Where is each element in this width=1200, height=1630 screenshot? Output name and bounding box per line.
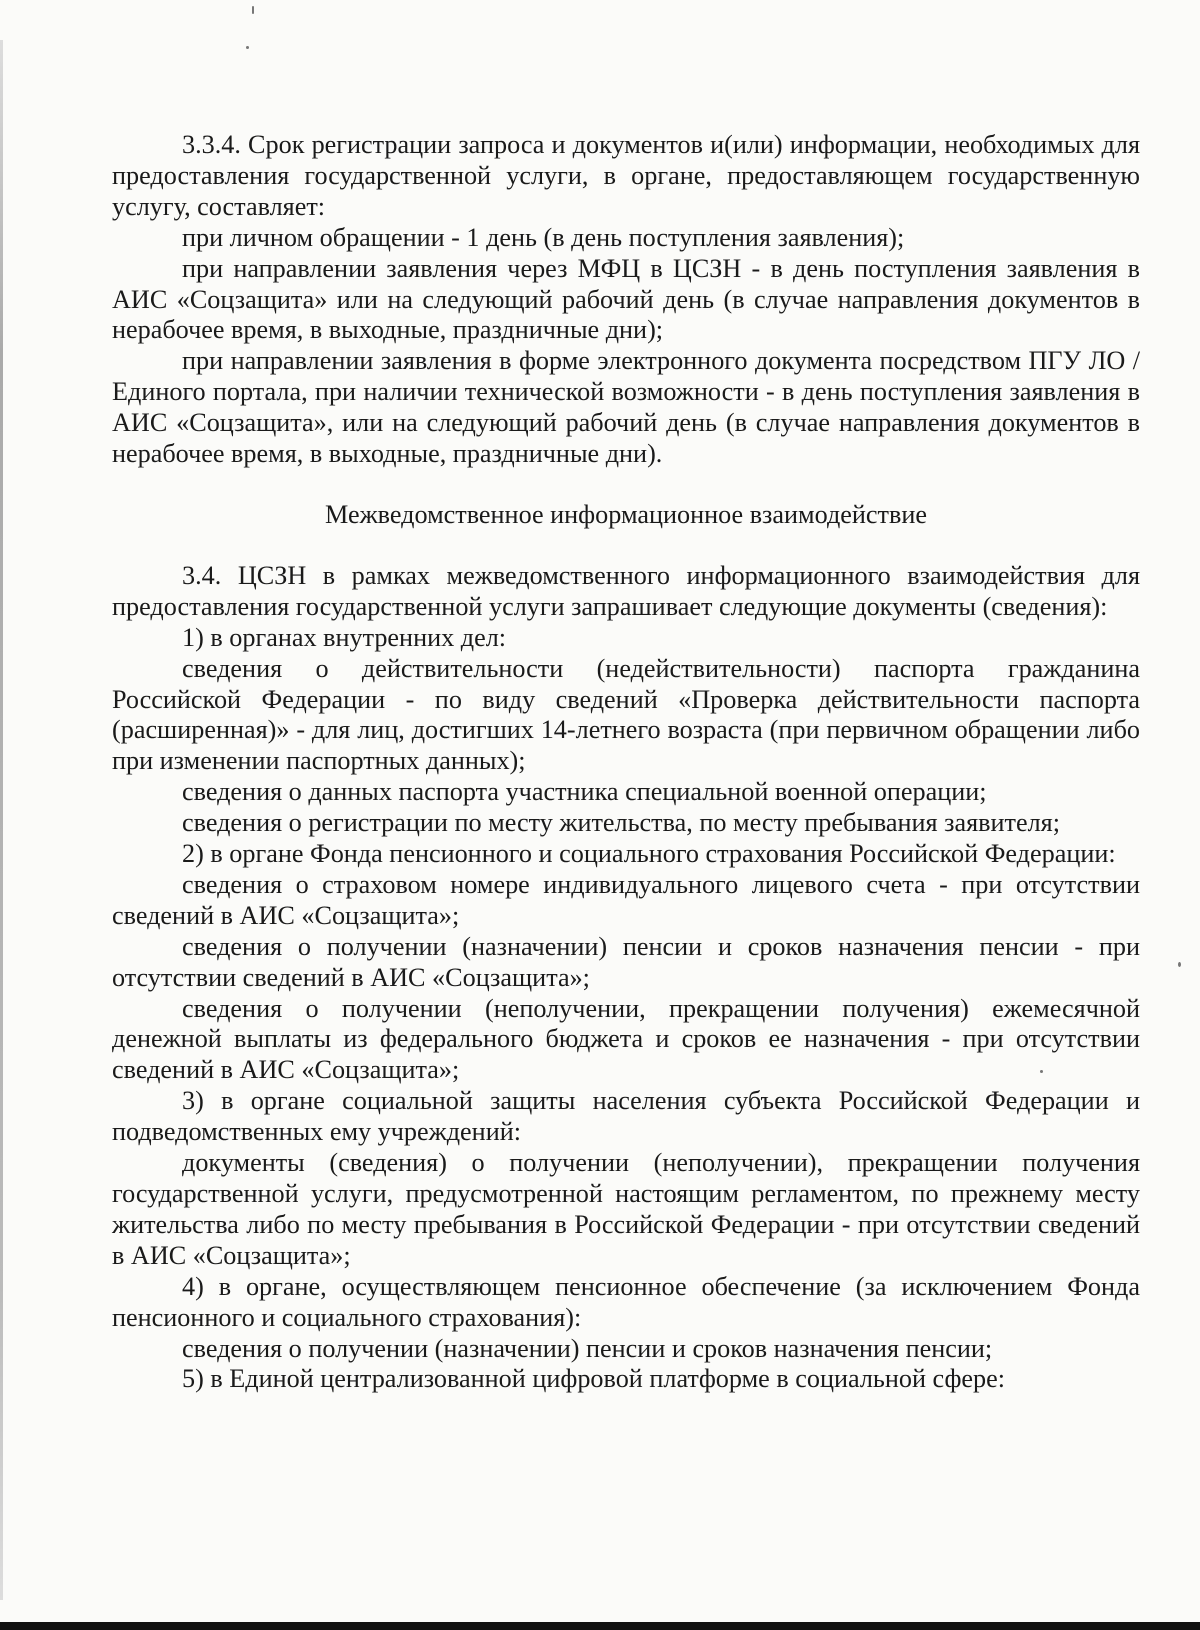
list-item: 1) в органах внутренних дел: bbox=[182, 622, 507, 652]
paragraph: при направлении заявления через МФЦ в ЦСЗН - в день поступления заявления в АИС «Соцзащита» или на следующий рабочий день (в случае направления документов в нерабочее время, в выходные, праздничные дни); bbox=[112, 253, 1140, 345]
document-body bbox=[112, 130, 1140, 1395]
paragraph: 3.4. ЦСЗН в рамках межведомственного информационного взаимодействия для предоставления государственной услуги запрашивает следующие документы (сведения): bbox=[112, 560, 1140, 621]
list-item: 5) в Единой централизованной цифровой платформе в социальной сфере: bbox=[182, 1364, 1006, 1394]
paragraph: при направлении заявления в форме электронного документа посредством ПГУ ЛО / Единого портала, при наличии технической возможности - в день поступления заявления в АИС «Соцзащита», или на следующий рабочий день (в случае направления документов в нерабочее время, в выходные, праздничные дни). bbox=[112, 346, 1140, 469]
scan-bottom-bar bbox=[0, 1622, 1200, 1630]
list-item: 2) в органе Фонда пенсионного и социального страхования Российской Федерации: bbox=[182, 839, 1116, 869]
list-item: 4) в органе, осуществляющем пенсионное обеспечение (за исключением Фонда пенсионного и социального страхования): bbox=[112, 1271, 1140, 1332]
paragraph: документы (сведения) о получении (неполучении), прекращении получения государственной услуги, предусмотренной настоящим регламентом, по прежнему месту жительства либо по месту пребывания в Российской Федерации - при отсутствии сведений в АИС «Соцзащита»; bbox=[112, 1148, 1140, 1270]
paragraph: сведения о получении (назначении) пенсии и сроков назначения пенсии - при отсутствии сведений в АИС «Соцзащита»; bbox=[112, 931, 1140, 992]
section-heading: Межведомственное информационное взаимодействие bbox=[325, 499, 927, 529]
scan-speck bbox=[1178, 962, 1181, 967]
paragraph: сведения о получении (назначении) пенсии и сроков назначения пенсии; bbox=[182, 1333, 993, 1363]
list-item: 3) в органе социальной защиты населения субъекта Российской Федерации и подведомственных ему учреждений: bbox=[112, 1086, 1140, 1147]
paragraph: 3.3.4. Срок регистрации запроса и документов и(или) информации, необходимых для предоставления государственной услуги, в органе, предоставляющем государственную услугу, составляет: bbox=[112, 130, 1140, 221]
scan-left-edge bbox=[0, 40, 3, 1600]
paragraph: сведения о получении (неполучении, прекращении получения) ежемесячной денежной выплаты из федерального бюджета и сроков ее назначения - при отсутствии сведений в АИС «Соцзащита»; bbox=[112, 993, 1140, 1085]
paragraph: сведения о данных паспорта участника специальной военной операции; bbox=[182, 777, 987, 807]
paragraph: сведения о действительности (недействительности) паспорта гражданина Российской Федерации - по виду сведений «Проверка действительности паспорта (расширенная)» - для лиц, достигших 14-летнего возраста (при первичном обращении либо при изменении паспортных данных); bbox=[112, 653, 1140, 776]
paragraph: сведения о регистрации по месту жительства, по месту пребывания заявителя; bbox=[182, 808, 1060, 838]
scan-speck bbox=[246, 46, 249, 49]
paragraph: при личном обращении - 1 день (в день поступления заявления); bbox=[182, 222, 905, 252]
scan-speck bbox=[252, 6, 254, 14]
paragraph: сведения о страховом номере индивидуального лицевого счета - при отсутствии сведений в АИС «Соцзащита»; bbox=[112, 869, 1140, 930]
